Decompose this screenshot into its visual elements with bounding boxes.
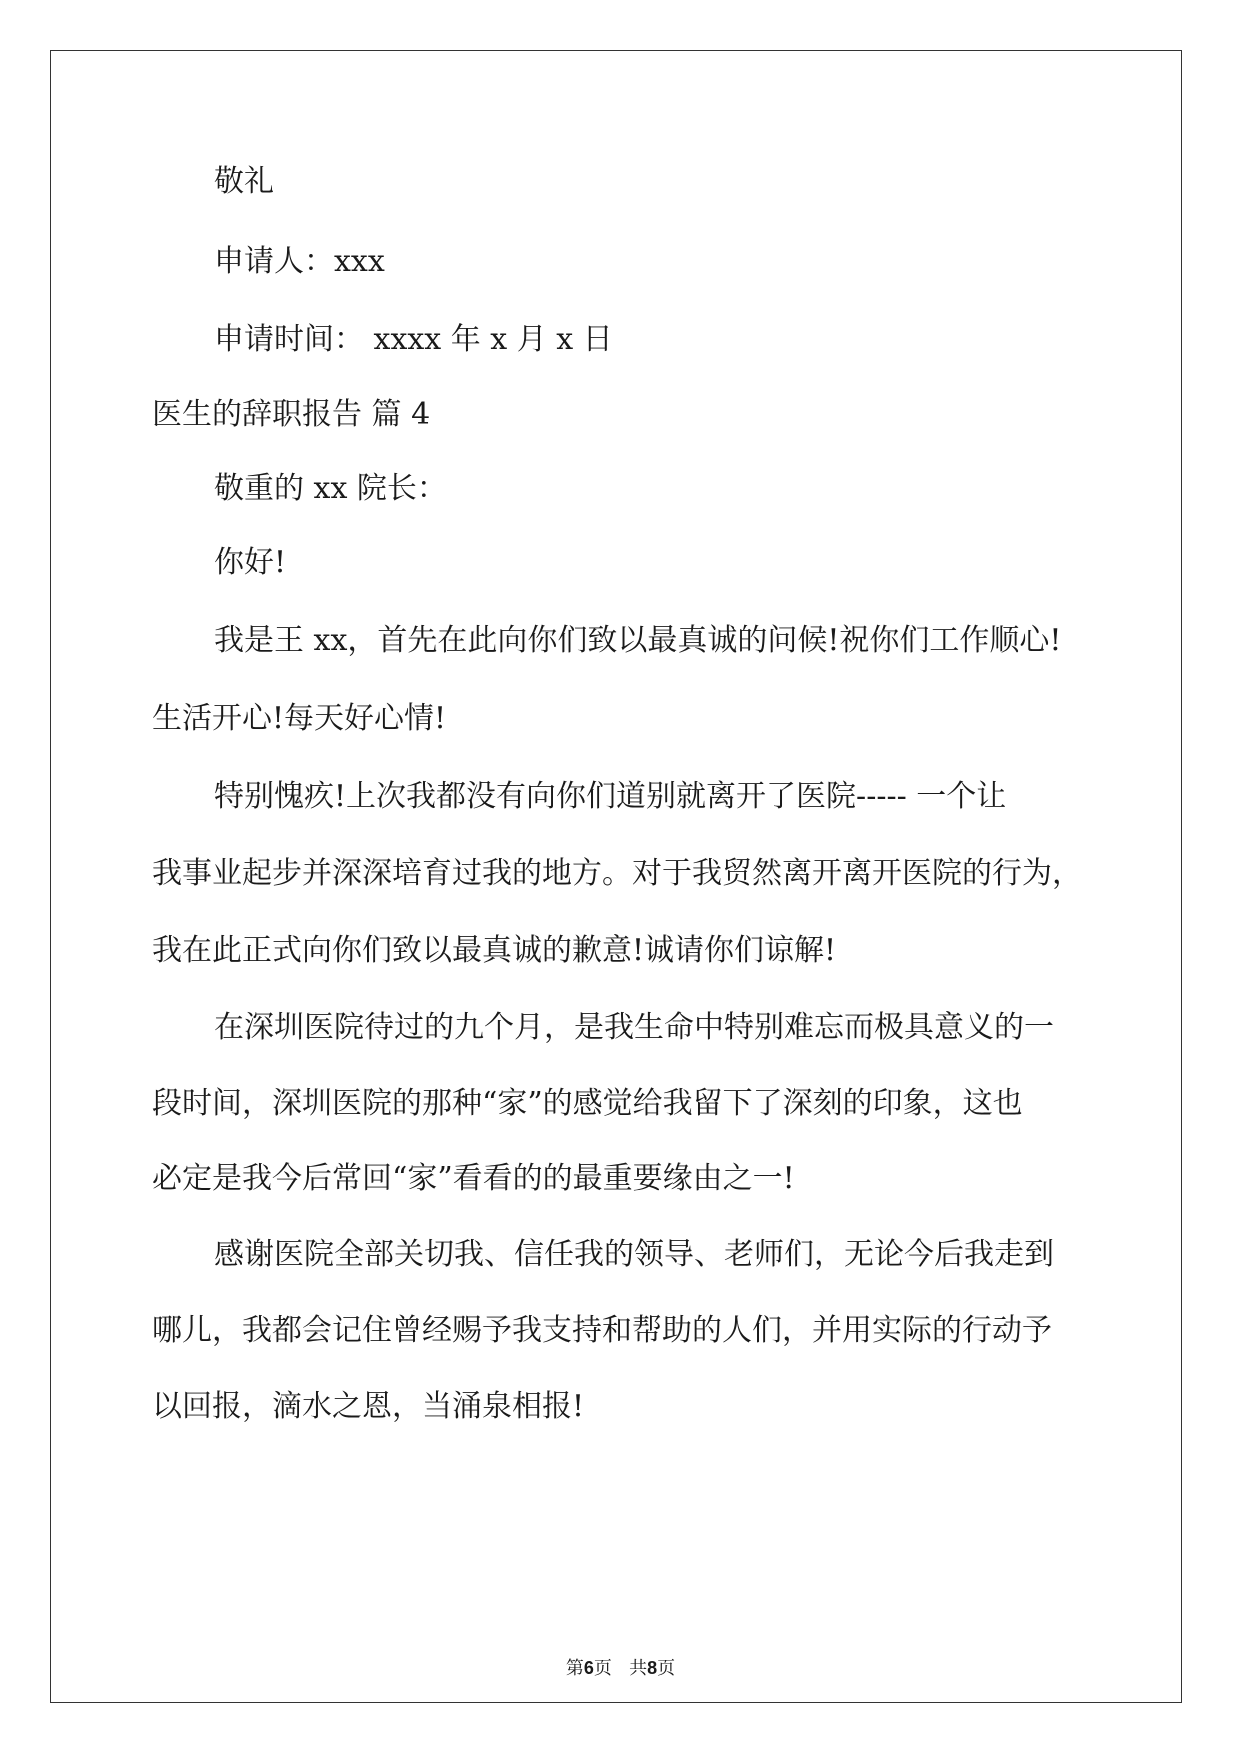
paragraph-2-line-2: 我事业起步并深深培育过我的地方。对于我贸然离开离开医院的行为， bbox=[152, 856, 1082, 891]
paragraph-4-line-1: 感谢医院全部关切我、信任我的领导、老师们，无论今后我走到 bbox=[214, 1237, 1054, 1272]
greeting-recipient: 敬重的 xx 院长： bbox=[214, 471, 447, 506]
paragraph-2-line-3: 我在此正式向你们致以最真诚的歉意!诚请你们谅解! bbox=[152, 933, 837, 968]
paragraph-4-line-2: 哪儿，我都会记住曾经赐予我支持和帮助的人们，并用实际的行动予 bbox=[152, 1313, 1052, 1348]
applicant-line: 申请人：xxx bbox=[214, 244, 385, 279]
closing-salutation: 敬礼 bbox=[214, 164, 274, 199]
paragraph-3-line-1: 在深圳医院待过的九个月，是我生命中特别难忘而极具意义的一 bbox=[214, 1010, 1054, 1045]
footer-prefix: 第 bbox=[565, 1658, 584, 1679]
page-footer bbox=[0, 1658, 1241, 1679]
footer-page-word: 页 bbox=[593, 1658, 612, 1679]
paragraph-1-line-1: 我是王 xx，首先在此向你们致以最真诚的问候!祝你们工作顺心! bbox=[214, 623, 1062, 658]
document-body bbox=[152, 162, 1092, 1427]
paragraph-4-line-3: 以回报，滴水之恩，当涌泉相报! bbox=[152, 1389, 585, 1424]
footer-total-prefix: 共 bbox=[629, 1658, 648, 1679]
section-heading: 医生的辞职报告 篇 4 bbox=[152, 397, 431, 432]
application-date-line: 申请时间： xxxx 年 x 月 x 日 bbox=[214, 322, 613, 357]
paragraph-1-line-2: 生活开心!每天好心情! bbox=[152, 701, 447, 736]
paragraph-2-line-1: 特别愧疚!上次我都没有向你们道别就离开了医院----- 一个让 bbox=[214, 779, 1007, 814]
paragraph-3-line-2: 段时间，深圳医院的那种“家”的感觉给我留下了深刻的印象，这也 bbox=[152, 1086, 1023, 1121]
paragraph-3-line-3: 必定是我今后常回“家”看看的的最重要缘由之一! bbox=[152, 1161, 795, 1196]
footer-total-suffix: 页 bbox=[657, 1658, 676, 1679]
total-pages-number: 8 bbox=[647, 1658, 658, 1678]
greeting-hello: 你好! bbox=[214, 545, 287, 580]
current-page-number: 6 bbox=[583, 1658, 594, 1678]
